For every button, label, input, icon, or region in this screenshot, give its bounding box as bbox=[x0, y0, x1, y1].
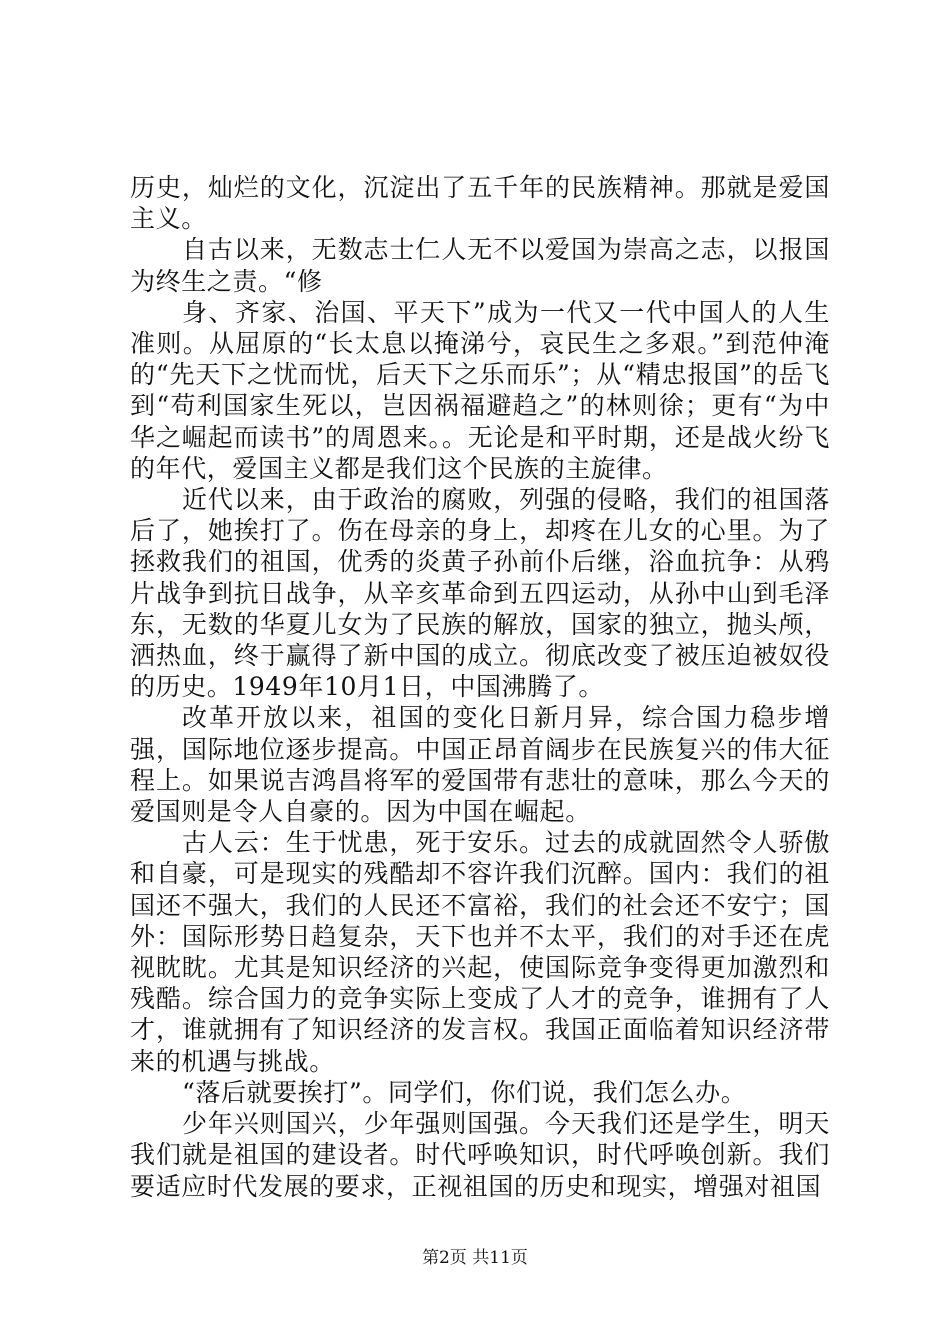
paragraph: “落后就要挨打”。同学们，你们说，我们怎么办。 bbox=[182, 1077, 747, 1107]
paragraph: 近代以来，由于政治的腐败，列强的侵略，我们的祖国落后了，她挨打了。伤在母亲的身上，却疼在儿女的心里。为了拯救我们的祖国，优秀的炎黄子孙前仆后继，浴血抗争：从鸦片战争到抗日战争，从辛亥革命到五四运动，从孙中山到毛泽东，无数的华夏儿女为了民族的解放，国家的独立，抛头颅，洒热血，终于赢得了新中国的成立。彻底改变了被压迫被奴役的历史。1949年10月1日，中国沸腾了。 bbox=[130, 485, 830, 702]
body-text bbox=[130, 172, 830, 1202]
page-footer: 第2页 共11页 bbox=[422, 1248, 528, 1268]
paragraph: 历史，灿烂的文化，沉淀出了五千年的民族精神。那就是爱国主义。 bbox=[130, 173, 830, 234]
paragraph: 改革开放以来，祖国的变化日新月异，综合国力稳步增强，国际地位逐步提高。中国正昂首阔步在民族复兴的伟大征程上。如果说吉鸿昌将军的爱国带有悲壮的意味，那么今天的爱国则是令人自豪的。因为中国在崛起。 bbox=[130, 703, 830, 827]
paragraph: 身、齐家、治国、平天下”成为一代又一代中国人的人生准则。从屈原的“长太息以掩涕兮，哀民生之多艰。”到范仲淹的“先天下之忧而忧，后天下之乐而乐”；从“精忠报国”的岳飞到“苟利国家生死以，岂因祸福避趋之”的林则徐；更有“为中华之崛起而读书”的周恩来。。无论是和平时期，还是战火纷飞的年代，爱国主义都是我们这个民族的主旋律。 bbox=[130, 297, 830, 483]
paragraph: 少年兴则国兴，少年强则国强。今天我们还是学生，明天我们就是祖国的建设者。时代呼唤知识，时代呼唤创新。我们要适应时代发展的要求，正视祖国的历史和现实，增强对祖国 bbox=[130, 1109, 830, 1201]
paragraph: 自古以来，无数志士仁人无不以爱国为崇高之志，以报国为终生之责。“修 bbox=[130, 235, 830, 296]
paragraph: 古人云：生于忧患，死于安乐。过去的成就固然令人骄傲和自豪，可是现实的残酷却不容许我们沉醉。国内：我们的祖国还不强大，我们的人民还不富裕，我们的社会还不安宁；国外：国际形势日趋复杂，天下也并不太平，我们的对手还在虎视眈眈。尤其是知识经济的兴起，使国际竞争变得更加激烈和残酷。综合国力的竞争实际上变成了人才的竞争，谁拥有了人才，谁就拥有了知识经济的发言权。我国正面临着知识经济带来的机遇与挑战。 bbox=[130, 828, 830, 1076]
